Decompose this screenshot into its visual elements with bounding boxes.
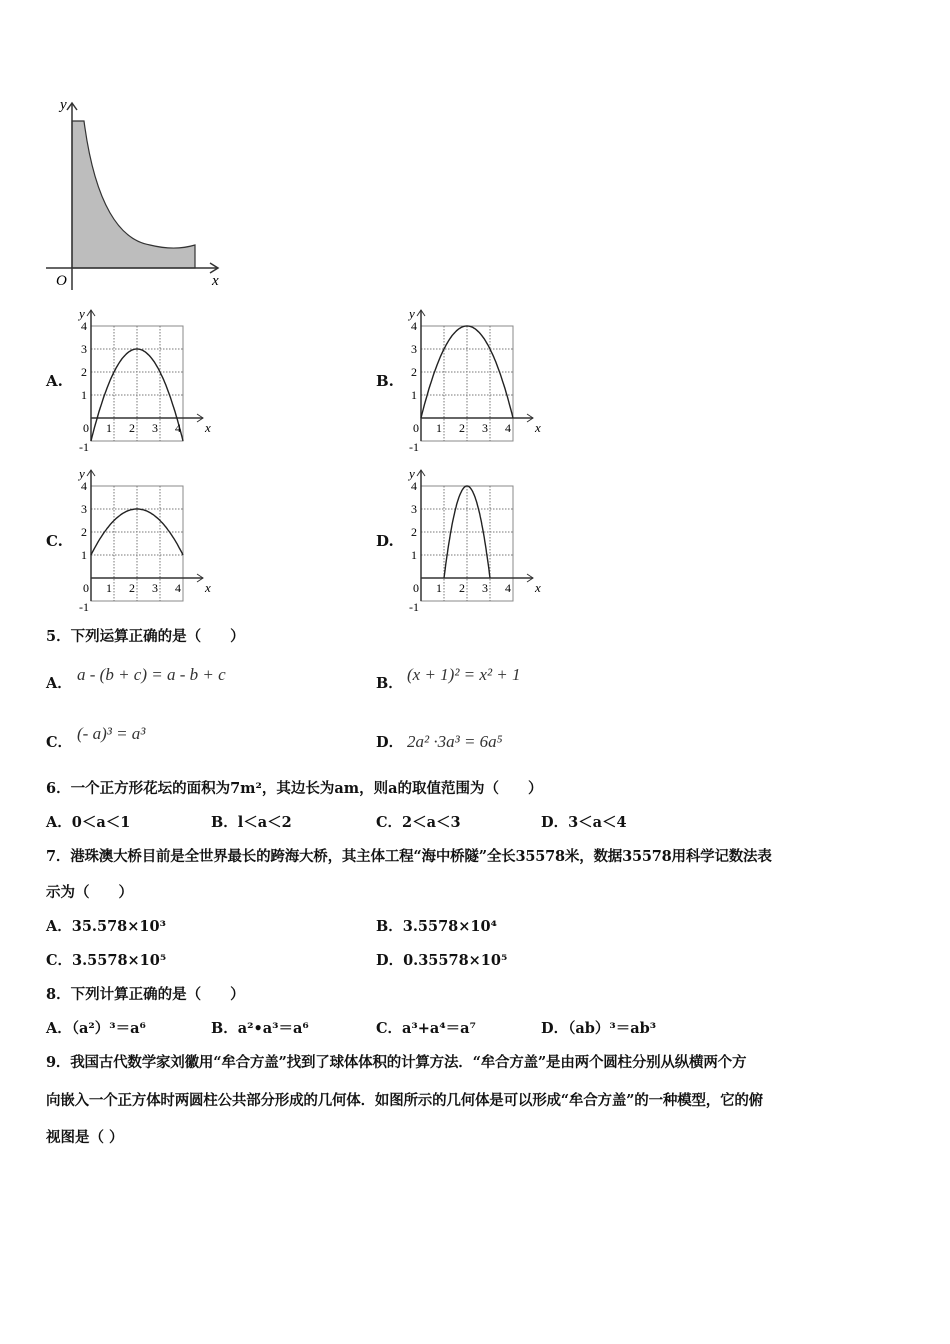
graph-option-label: D. [376, 532, 394, 550]
q6-option-d: D．3＜a＜4 [541, 814, 627, 831]
y-tick-label: -1 [409, 600, 419, 614]
graph-option-label: A. [46, 372, 63, 390]
y-tick-label: 4 [81, 479, 87, 493]
y-axis-label: y [409, 466, 415, 481]
y-tick-label: 3 [411, 342, 417, 356]
y-tick-label: 3 [411, 502, 417, 516]
q5-option-b-expr: (x + 1)² = x² + 1 [407, 665, 521, 684]
x-tick-label: 4 [505, 421, 511, 435]
x-tick-label: 4 [175, 581, 181, 595]
y-tick-label: 4 [411, 479, 417, 493]
x-tick-label: 1 [106, 581, 112, 595]
area-figure [40, 95, 230, 295]
origin-label: O [56, 273, 67, 289]
y-tick-label: 1 [411, 548, 417, 562]
x-tick-label: 0 [83, 421, 89, 435]
y-tick-label: 4 [411, 319, 417, 333]
y-tick-label: 2 [411, 365, 417, 379]
x-axis-label: x [205, 420, 211, 435]
x-tick-label: 2 [459, 581, 465, 595]
graph-option-label: B. [376, 372, 394, 390]
x-tick-label: 0 [413, 581, 419, 595]
parabola-graph [66, 306, 216, 456]
q9-stem-line3: 视图是（ ） [46, 1129, 124, 1146]
x-tick-label: 0 [83, 581, 89, 595]
x-tick-label: 1 [436, 421, 442, 435]
graph-option-label: C. [46, 532, 63, 550]
x-axis-label: x [535, 580, 541, 595]
q5-option-a-expr: a - (b + c) = a - b + c [77, 665, 226, 684]
q5-option-d-expr: 2a² ·3a³ = 6a⁵ [407, 732, 503, 751]
y-tick-label: -1 [409, 440, 419, 454]
y-tick-label: 2 [81, 525, 87, 539]
q7-option-b: B．3.5578×10⁴ [376, 918, 497, 935]
q8-option-a: A．（a²）³＝a⁶ [46, 1020, 146, 1037]
parabola-graph [396, 466, 546, 616]
y-tick-label: 3 [81, 342, 87, 356]
q7-option-c: C．3.5578×10⁵ [46, 952, 167, 969]
y-tick-label: -1 [79, 600, 89, 614]
q5-option-c-label: C． [46, 734, 73, 751]
x-tick-label: 2 [129, 421, 135, 435]
x-tick-label: 1 [106, 421, 112, 435]
x-tick-label: 2 [459, 421, 465, 435]
q7-option-a: A．35.578×10³ [46, 918, 166, 935]
q7-option-d: D．0.35578×10⁵ [376, 952, 508, 969]
x-tick-label: 3 [482, 421, 488, 435]
q5-option-d-label: D． [376, 734, 404, 751]
y-axis-label: y [409, 306, 415, 321]
y-tick-label: 3 [81, 502, 87, 516]
y-tick-label: 4 [81, 319, 87, 333]
y-tick-label: 2 [81, 365, 87, 379]
q6-option-b: B．l＜a＜2 [211, 814, 292, 831]
q8-stem: 8．下列计算正确的是（ ） [46, 986, 245, 1003]
x-tick-label: 4 [505, 581, 511, 595]
q7-stem-line1: 7．港珠澳大桥目前是全世界最长的跨海大桥，其主体工程“海中桥隧”全长35578米，数据35578用科学记数法表 [46, 848, 772, 865]
parabola-graph [66, 466, 216, 616]
x-tick-label: 3 [152, 581, 158, 595]
q5-option-c-expr: (- a)³ = a³ [77, 724, 146, 743]
y-tick-label: -1 [79, 440, 89, 454]
x-tick-label: 2 [129, 581, 135, 595]
x-axis-label: x [212, 273, 219, 289]
y-tick-label: 2 [411, 525, 417, 539]
x-axis-label: x [205, 580, 211, 595]
y-tick-label: 1 [411, 388, 417, 402]
q6-stem: 6．一个正方形花坛的面积为7m²，其边长为am，则a的取值范围为（ ） [46, 780, 543, 797]
x-tick-label: 4 [175, 421, 181, 435]
q6-option-a: A．0＜a＜1 [46, 814, 131, 831]
x-tick-label: 1 [436, 581, 442, 595]
parabola-graph [396, 306, 546, 456]
q5-option-a-label: A． [46, 675, 72, 692]
x-tick-label: 3 [482, 581, 488, 595]
x-tick-label: 3 [152, 421, 158, 435]
y-axis-label: y [79, 466, 85, 481]
x-axis-label: x [535, 420, 541, 435]
y-tick-label: 1 [81, 548, 87, 562]
q9-stem-line2: 向嵌入一个正方体时两圆柱公共部分形成的几何体．如图所示的几何体是可以形成“牟合方盖”的一种模型，它的俯 [46, 1092, 763, 1109]
x-tick-label: 0 [413, 421, 419, 435]
q7-stem-line2: 示为（ ） [46, 884, 133, 901]
q5-option-b-label: B． [376, 675, 403, 692]
q8-option-c: C．a³+a⁴＝a⁷ [376, 1020, 476, 1037]
y-axis-label: y [60, 97, 67, 113]
q8-option-b: B．a²•a³＝a⁶ [211, 1020, 309, 1037]
y-axis-label: y [79, 306, 85, 321]
q6-option-c: C．2＜a＜3 [376, 814, 461, 831]
q8-option-d: D．（ab）³＝ab³ [541, 1020, 657, 1037]
y-tick-label: 1 [81, 388, 87, 402]
shaded-region [72, 121, 195, 268]
q5-stem: 5．下列运算正确的是（ ） [46, 628, 245, 645]
q9-stem-line1: 9．我国古代数学家刘徽用“牟合方盖”找到了球体体积的计算方法．“牟合方盖”是由两个圆柱分别从纵横两个方 [46, 1054, 747, 1071]
